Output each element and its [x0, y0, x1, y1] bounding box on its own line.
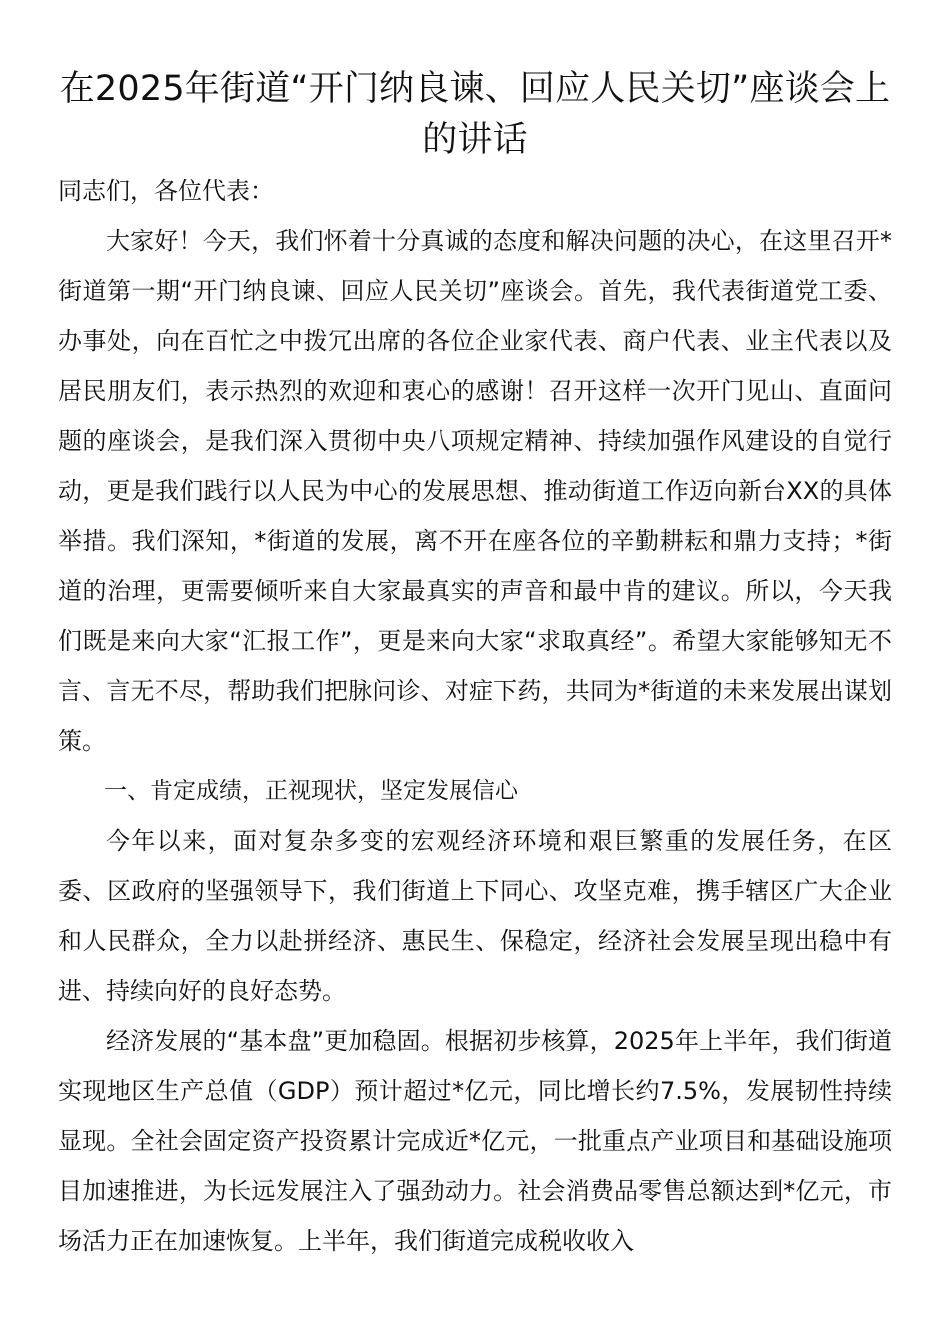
salutation: 同志们，各位代表：	[58, 177, 274, 205]
section-paragraph-2: 经济发展的“基本盘”更加稳固。根据初步核算，2025年上半年，我们街道实现地区生产总值（GDP）预计超过*亿元，同比增长约7.5%，发展韧性持续显现。全社会固定资产投资累计完成近*亿元，一批重点产业项目和基础设施项目加速推进，为长远发展注入了强劲动力。社会消费品零售总额达到*亿元，市场活力正在加速恢复。上半年，我们街道完成税收收入	[58, 1027, 892, 1255]
document-body	[58, 166, 892, 1266]
document-title: 在2025年街道“开门纳良谏、回应人民关切”座谈会上的讲话	[59, 69, 891, 160]
section-paragraph-1: 今年以来，面对复杂多变的宏观经济环境和艰巨繁重的发展任务，在区委、区政府的坚强领导下，我们街道上下同心、攻坚克难，携手辖区广大企业和人民群众，全力以赴拼经济、惠民生、保稳定，经济社会发展呈现出稳中有进、持续向好的良好态势。	[58, 827, 892, 1005]
opening-paragraph: 大家好！今天，我们怀着十分真诚的态度和解决问题的决心，在这里召开*街道第一期“开门纳良谏、回应人民关切”座谈会。首先，我代表街道党工委、办事处，向在百忙之中拨冗出席的各位企业家代表、商户代表、业主代表以及居民朋友们，表示热烈的欢迎和衷心的感谢！召开这样一次开门见山、直面问题的座谈会，是我们深入贯彻中央八项规定精神、持续加强作风建设的自觉行动，更是我们践行以人民为中心的发展思想、推动街道工作迈向新台XX的具体举措。我们深知，*街道的发展，离不开在座各位的辛勤耕耘和鼎力支持；*街道的治理，更需要倾听来自大家最真实的声音和最中肯的建议。所以，今天我们既是来向大家“汇报工作”，更是来向大家“求取真经”。希望大家能够知无不言、言无不尽，帮助我们把脉问诊、对症下药，共同为*街道的未来发展出谋划策。	[58, 227, 892, 755]
section-heading: 一、肯定成绩，正视现状，坚定发展信心	[104, 778, 518, 804]
